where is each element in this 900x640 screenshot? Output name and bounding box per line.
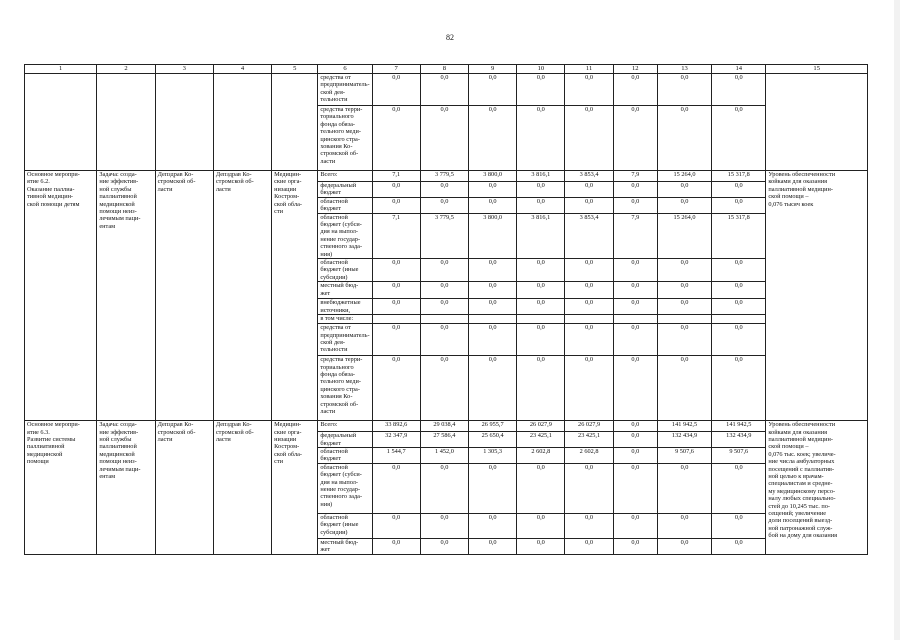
empty-cell	[97, 74, 155, 171]
table-row	[25, 171, 868, 182]
value-cell: 0,0	[613, 432, 657, 448]
column-number-header: 9	[469, 65, 517, 74]
value-cell: 0,0	[613, 447, 657, 463]
value-cell: 0,0	[712, 259, 766, 282]
value-cell: 3 816,1	[517, 171, 565, 182]
value-cell: 0,0	[372, 513, 420, 538]
value-cell: 0,0	[420, 324, 468, 356]
value-cell: 0,0	[517, 182, 565, 198]
measure-name-cell: Основное меропри- ятие 6.3. Развитие системы паллиативной медицинской помощи	[25, 421, 97, 554]
value-cell: 15 264,0	[657, 171, 711, 182]
value-cell: 0,0	[517, 282, 565, 299]
column-number-header: 12	[613, 65, 657, 74]
responsible-executor-cell: Депздрав Ко- стромской об- ласти	[155, 421, 213, 554]
task-cell: Задача: созда- ние эффектив- ной службы паллиативной медицинской помощи неиз- лечимым паци- ентам	[97, 171, 155, 421]
value-cell	[712, 315, 766, 324]
value-cell: 0,0	[712, 538, 766, 554]
value-cell: 0,0	[420, 74, 468, 106]
participants-cell: Медицин- ские орга- низации Костром- ской обла- сти	[272, 421, 318, 554]
value-cell: 26 027,9	[517, 421, 565, 432]
funding-source-cell: средства от предприниматель- ской дея- тельности	[318, 74, 372, 106]
value-cell: 0,0	[517, 74, 565, 106]
value-cell: 0,0	[657, 356, 711, 421]
value-cell: 0,0	[420, 106, 468, 171]
value-cell: 1 452,0	[420, 447, 468, 463]
value-cell: 3 800,0	[469, 171, 517, 182]
funding-source-cell: областной бюджет	[318, 197, 372, 213]
value-cell: 0,0	[613, 282, 657, 299]
value-cell: 0,0	[420, 182, 468, 198]
value-cell: 0,0	[469, 106, 517, 171]
value-cell: 0,0	[712, 197, 766, 213]
value-cell: 0,0	[712, 282, 766, 299]
value-cell: 0,0	[657, 182, 711, 198]
value-cell: 0,0	[469, 463, 517, 513]
value-cell: 0,0	[372, 538, 420, 554]
value-cell: 0,0	[469, 299, 517, 315]
value-cell: 0,0	[613, 197, 657, 213]
value-cell: 0,0	[420, 197, 468, 213]
value-cell: 15 317,8	[712, 213, 766, 258]
value-cell: 0,0	[613, 182, 657, 198]
value-cell: 0,0	[372, 197, 420, 213]
value-cell: 141 942,5	[657, 421, 711, 432]
value-cell: 0,0	[469, 513, 517, 538]
value-cell: 0,0	[517, 513, 565, 538]
value-cell: 0,0	[613, 356, 657, 421]
value-cell: 27 586,4	[420, 432, 468, 448]
value-cell: 0,0	[372, 74, 420, 106]
value-cell: 0,0	[420, 513, 468, 538]
value-cell: 0,0	[372, 463, 420, 513]
value-cell: 0,0	[420, 356, 468, 421]
value-cell: 0,0	[420, 282, 468, 299]
funding-source-cell: внебюджетные источники,	[318, 299, 372, 315]
column-number-header: 10	[517, 65, 565, 74]
column-number-header: 7	[372, 65, 420, 74]
value-cell: 0,0	[420, 259, 468, 282]
value-cell: 141 942,5	[712, 421, 766, 432]
value-cell	[613, 315, 657, 324]
value-cell: 0,0	[565, 182, 613, 198]
value-cell: 15 264,0	[657, 213, 711, 258]
measure-name-cell: Основное меропри- ятие 6.2. Оказание паллиа- тивной медицин- ской помощи детям	[25, 171, 97, 421]
value-cell: 15 317,8	[712, 171, 766, 182]
column-number-header: 3	[155, 65, 213, 74]
value-cell: 0,0	[517, 197, 565, 213]
value-cell: 0,0	[565, 259, 613, 282]
value-cell: 0,0	[469, 538, 517, 554]
value-cell: 0,0	[372, 356, 420, 421]
page-edge-shadow	[894, 0, 900, 640]
budget-table	[24, 64, 868, 555]
indicator-cell: Уровень обеспеченности койками для оказания паллиативной медицин- ской помощи – 0,076 тысяч коек	[766, 171, 868, 421]
value-cell	[420, 315, 468, 324]
value-cell: 0,0	[657, 463, 711, 513]
value-cell: 3 853,4	[565, 213, 613, 258]
value-cell: 0,0	[613, 324, 657, 356]
value-cell: 0,0	[657, 106, 711, 171]
value-cell: 0,0	[372, 182, 420, 198]
value-cell: 0,0	[420, 463, 468, 513]
value-cell: 0,0	[712, 356, 766, 421]
funding-source-cell: в том числе:	[318, 315, 372, 324]
value-cell: 33 892,6	[372, 421, 420, 432]
value-cell: 0,0	[565, 538, 613, 554]
value-cell: 1 305,3	[469, 447, 517, 463]
value-cell: 9 507,6	[712, 447, 766, 463]
page-number: 82	[446, 33, 454, 42]
value-cell: 0,0	[517, 106, 565, 171]
funding-source-cell: федеральный бюджет	[318, 432, 372, 448]
value-cell: 0,0	[372, 299, 420, 315]
value-cell: 0,0	[469, 197, 517, 213]
value-cell: 0,0	[565, 282, 613, 299]
value-cell: 3 779,5	[420, 171, 468, 182]
value-cell: 0,0	[565, 299, 613, 315]
value-cell: 0,0	[517, 259, 565, 282]
value-cell: 132 434,9	[712, 432, 766, 448]
value-cell	[517, 315, 565, 324]
value-cell: 0,0	[565, 197, 613, 213]
funding-source-cell: Всего:	[318, 421, 372, 432]
value-cell: 0,0	[565, 324, 613, 356]
value-cell: 0,0	[712, 324, 766, 356]
empty-cell	[272, 74, 318, 171]
value-cell: 0,0	[613, 106, 657, 171]
task-cell: Задача: созда- ние эффектив- ной службы паллиативной медицинской помощи неиз- лечимым паци- ентам	[97, 421, 155, 554]
value-cell: 25 650,4	[469, 432, 517, 448]
value-cell: 29 038,4	[420, 421, 468, 432]
value-cell: 0,0	[613, 421, 657, 432]
value-cell: 0,0	[657, 324, 711, 356]
value-cell: 0,0	[469, 259, 517, 282]
indicator-cell: Уровень обеспеченности койками для оказания паллиативной медицин- ской помощи – 0,076 тыс. коек; увеличе- ние числа амбулаторных посещений с паллиатив- ной целью к врачам- специалистам и средне- му медицинскому персо- налу любых специально- стей до 10,245 тыс. по- сещений; увеличение доли посещений выезд- ной патронажной служ- бой на дому для оказания	[766, 421, 868, 554]
value-cell: 0,0	[565, 74, 613, 106]
value-cell: 0,0	[469, 74, 517, 106]
value-cell: 3 800,0	[469, 213, 517, 258]
coordinator-cell: Депздрав Ко- стромской об- ласти	[213, 421, 271, 554]
value-cell: 0,0	[469, 324, 517, 356]
value-cell: 0,0	[372, 106, 420, 171]
value-cell: 0,0	[420, 299, 468, 315]
column-number-header: 8	[420, 65, 468, 74]
value-cell	[469, 315, 517, 324]
value-cell: 0,0	[712, 74, 766, 106]
value-cell: 0,0	[613, 299, 657, 315]
value-cell: 9 507,6	[657, 447, 711, 463]
empty-cell	[766, 74, 868, 171]
funding-source-cell: местный бюд- жет	[318, 538, 372, 554]
value-cell: 0,0	[469, 182, 517, 198]
column-number-header: 15	[766, 65, 868, 74]
value-cell: 2 602,8	[517, 447, 565, 463]
value-cell: 0,0	[657, 513, 711, 538]
value-cell: 0,0	[613, 259, 657, 282]
value-cell: 1 544,7	[372, 447, 420, 463]
column-number-row	[25, 65, 868, 74]
value-cell: 132 434,9	[657, 432, 711, 448]
column-number-header: 4	[213, 65, 271, 74]
funding-source-cell: областной бюджет (субси- дия на выпол- нение государ- ственного зада- ния)	[318, 463, 372, 513]
value-cell: 0,0	[565, 356, 613, 421]
funding-source-cell: средства терри- ториального фонда обяза- тельного меди- цинского стра- хования Ко- стромской об- ласти	[318, 356, 372, 421]
value-cell: 0,0	[657, 74, 711, 106]
value-cell: 7,9	[613, 171, 657, 182]
value-cell: 23 425,1	[517, 432, 565, 448]
column-number-header: 5	[272, 65, 318, 74]
column-number-header: 6	[318, 65, 372, 74]
funding-source-cell: средства терри- ториального фонда обяза- тельного меди- цинского стра- хования Ко- стромской об- ласти	[318, 106, 372, 171]
value-cell: 0,0	[657, 259, 711, 282]
value-cell: 7,1	[372, 213, 420, 258]
value-cell: 0,0	[517, 538, 565, 554]
value-cell: 0,0	[420, 538, 468, 554]
value-cell: 7,1	[372, 171, 420, 182]
value-cell: 0,0	[517, 356, 565, 421]
value-cell: 0,0	[712, 463, 766, 513]
value-cell: 3 779,5	[420, 213, 468, 258]
value-cell: 0,0	[613, 74, 657, 106]
value-cell: 0,0	[712, 106, 766, 171]
value-cell: 0,0	[469, 356, 517, 421]
value-cell: 0,0	[657, 538, 711, 554]
value-cell: 0,0	[712, 182, 766, 198]
value-cell: 0,0	[657, 299, 711, 315]
responsible-executor-cell: Депздрав Ко- стромской об- ласти	[155, 171, 213, 421]
column-number-header: 2	[97, 65, 155, 74]
value-cell	[565, 315, 613, 324]
funding-source-cell: областной бюджет	[318, 447, 372, 463]
value-cell: 0,0	[712, 299, 766, 315]
column-number-header: 14	[712, 65, 766, 74]
value-cell: 3 853,4	[565, 171, 613, 182]
participants-cell: Медицин- ские орга- низации Костром- ской обла- сти	[272, 171, 318, 421]
value-cell: 3 816,1	[517, 213, 565, 258]
value-cell: 0,0	[613, 538, 657, 554]
value-cell: 0,0	[565, 513, 613, 538]
column-number-header: 13	[657, 65, 711, 74]
value-cell: 26 027,9	[565, 421, 613, 432]
funding-source-cell: местный бюд- жет	[318, 282, 372, 299]
empty-cell	[155, 74, 213, 171]
funding-source-cell: федеральный бюджет	[318, 182, 372, 198]
empty-cell	[25, 74, 97, 171]
table-row	[25, 421, 868, 432]
funding-source-cell: средства от предприниматель- ской дея- тельности	[318, 324, 372, 356]
value-cell: 0,0	[469, 282, 517, 299]
value-cell	[372, 315, 420, 324]
column-number-header: 1	[25, 65, 97, 74]
value-cell: 0,0	[372, 259, 420, 282]
column-number-header: 11	[565, 65, 613, 74]
value-cell: 0,0	[565, 463, 613, 513]
value-cell: 7,9	[613, 213, 657, 258]
table-row	[25, 74, 868, 106]
value-cell: 0,0	[372, 282, 420, 299]
funding-source-cell: областной бюджет (иные субсидии)	[318, 259, 372, 282]
value-cell: 0,0	[517, 324, 565, 356]
value-cell: 0,0	[657, 197, 711, 213]
value-cell: 0,0	[517, 463, 565, 513]
funding-source-cell: областной бюджет (субси- дия на выпол- нение государ- ственного зада- ния)	[318, 213, 372, 258]
value-cell: 26 955,7	[469, 421, 517, 432]
empty-cell	[213, 74, 271, 171]
value-cell: 0,0	[372, 324, 420, 356]
value-cell: 2 602,8	[565, 447, 613, 463]
value-cell: 0,0	[712, 513, 766, 538]
value-cell: 0,0	[613, 513, 657, 538]
funding-source-cell: областной бюджет (иные субсидии)	[318, 513, 372, 538]
funding-source-cell: Всего:	[318, 171, 372, 182]
coordinator-cell: Депздрав Ко- стромской об- ласти	[213, 171, 271, 421]
value-cell: 0,0	[657, 282, 711, 299]
value-cell	[657, 315, 711, 324]
value-cell: 0,0	[565, 106, 613, 171]
value-cell: 32 347,9	[372, 432, 420, 448]
value-cell: 0,0	[517, 299, 565, 315]
value-cell: 0,0	[613, 463, 657, 513]
value-cell: 23 425,1	[565, 432, 613, 448]
